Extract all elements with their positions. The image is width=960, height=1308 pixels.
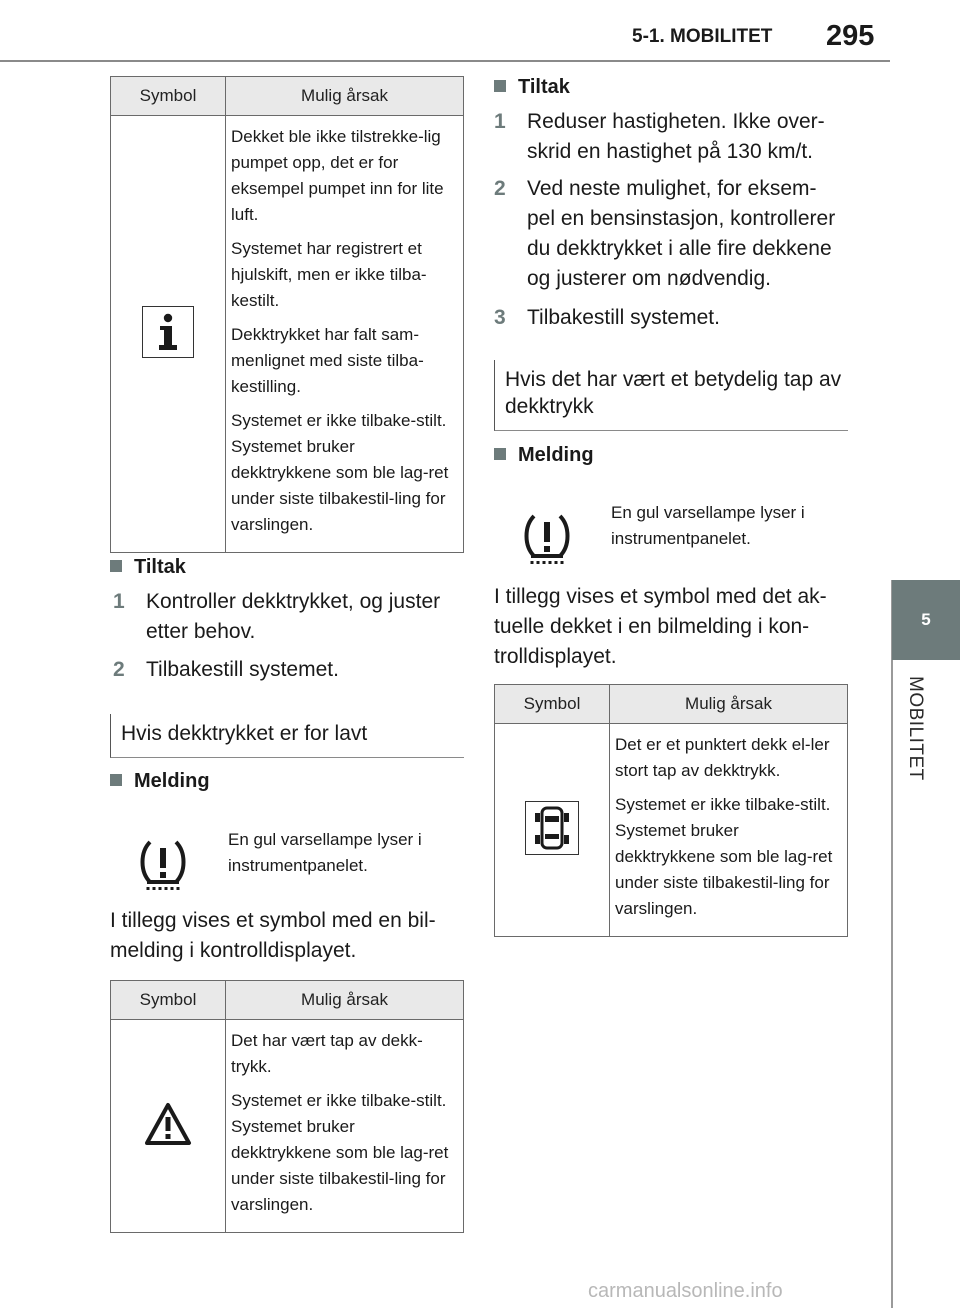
lamp-description: En gul varsellampe lyser i instrumentpanelet. [611, 503, 805, 548]
cause-column-header: Mulig årsak [610, 685, 848, 724]
step-number: 1 [494, 110, 506, 133]
message-heading: Melding [110, 770, 210, 793]
tire-pressure-warning-icon [522, 512, 572, 571]
step-text: Kontroller dekktrykket, og juster etter behov. [146, 590, 441, 643]
cause-text: Dekktrykket har falt sam-menlignet med siste tilba-kestilling. [231, 325, 424, 396]
chapter-tab[interactable] [892, 580, 960, 660]
watermark: carmanualsonline.info [588, 1280, 783, 1302]
section-title: Hvis det har vært et betydelig tap av dekktrykk [494, 360, 848, 431]
square-bullet-icon [494, 80, 506, 92]
step-item [113, 587, 463, 647]
warning-triangle-icon [143, 1101, 193, 1152]
step-text: Ved neste mulighet, for eksem-pel en bensinstasjon, kontrollerer du dekktrykket i alle fire dekkene og justerer om nødvendig. [527, 177, 836, 290]
cause-text: Systemet har registrert et hjulskift, men er ikke tilba-kestilt. [231, 239, 427, 310]
symbol-table-1 [110, 76, 464, 553]
symbol-column-header: Symbol [495, 685, 610, 724]
paragraph: I tillegg vises et symbol med en bil-melding i kontrolldisplayet. [110, 909, 436, 962]
step-item [113, 655, 463, 685]
cause-column-header: Mulig årsak [226, 77, 464, 116]
lamp-description: En gul varsellampe lyser i instrumentpanelet. [228, 830, 422, 875]
step-item [494, 174, 844, 294]
square-bullet-icon [110, 560, 122, 572]
page-number: 295 [826, 20, 875, 52]
cause-text: Systemet er ikke tilbake-stilt. Systemet bruker dekktrykkene som ble lag-ret under siste tilbakestil-ling for varslingen. [231, 411, 449, 534]
chapter-label: MOBILITET [905, 676, 926, 781]
measures-heading: Tiltak [494, 76, 570, 99]
cause-column-header: Mulig årsak [226, 981, 464, 1020]
symbol-cell [111, 116, 226, 553]
step-text: Tilbakestill systemet. [146, 658, 339, 681]
cause-cell [226, 1020, 464, 1233]
cause-text: Dekket ble ikke tilstrekke-lig pumpet opp, det er for eksempel pumpet inn for lite luft. [231, 127, 444, 224]
step-number: 1 [113, 590, 125, 613]
symbol-cell [495, 724, 610, 937]
square-bullet-icon [110, 774, 122, 786]
step-number: 2 [494, 177, 506, 200]
symbol-column-header: Symbol [111, 981, 226, 1020]
cause-cell [226, 116, 464, 553]
symbol-column-header: Symbol [111, 77, 226, 116]
tire-pressure-warning-icon [138, 838, 188, 897]
message-heading: Melding [494, 444, 594, 467]
section-title: Hvis dekktrykket er for lavt [110, 714, 464, 758]
cause-text: Systemet er ikke tilbake-stilt. Systemet bruker dekktrykkene som ble lag-ret under siste tilbakestil-ling for varslingen. [615, 795, 833, 918]
side-divider [891, 580, 893, 1308]
cause-cell [610, 724, 848, 937]
step-item [494, 303, 844, 333]
symbol-table-3 [494, 684, 848, 937]
section-heading: 5-1. MOBILITET [632, 26, 773, 47]
chapter-number: 5 [921, 610, 931, 629]
step-item [494, 107, 844, 167]
cause-text: Det er et punktert dekk el-ler stort tap av dekktrykk. [615, 735, 830, 780]
car-tire-damage-icon [525, 801, 579, 855]
info-icon [142, 306, 194, 358]
step-text: Reduser hastigheten. Ikke over-skrid en hastighet på 130 km/t. [527, 110, 825, 163]
symbol-cell [111, 1020, 226, 1233]
symbol-table-2 [110, 980, 464, 1233]
step-number: 3 [494, 306, 506, 329]
header-rule [0, 60, 890, 62]
step-text: Tilbakestill systemet. [527, 306, 720, 329]
measures-heading: Tiltak [110, 556, 186, 579]
cause-text: Det har vært tap av dekk-trykk. [231, 1031, 423, 1076]
step-number: 2 [113, 658, 125, 681]
cause-text: Systemet er ikke tilbake-stilt. Systemet bruker dekktrykkene som ble lag-ret under siste tilbakestil-ling for varslingen. [231, 1091, 449, 1214]
paragraph: I tillegg vises et symbol med det ak-tuelle dekket i en bilmelding i kon-trolldisplayet. [494, 585, 827, 668]
square-bullet-icon [494, 448, 506, 460]
